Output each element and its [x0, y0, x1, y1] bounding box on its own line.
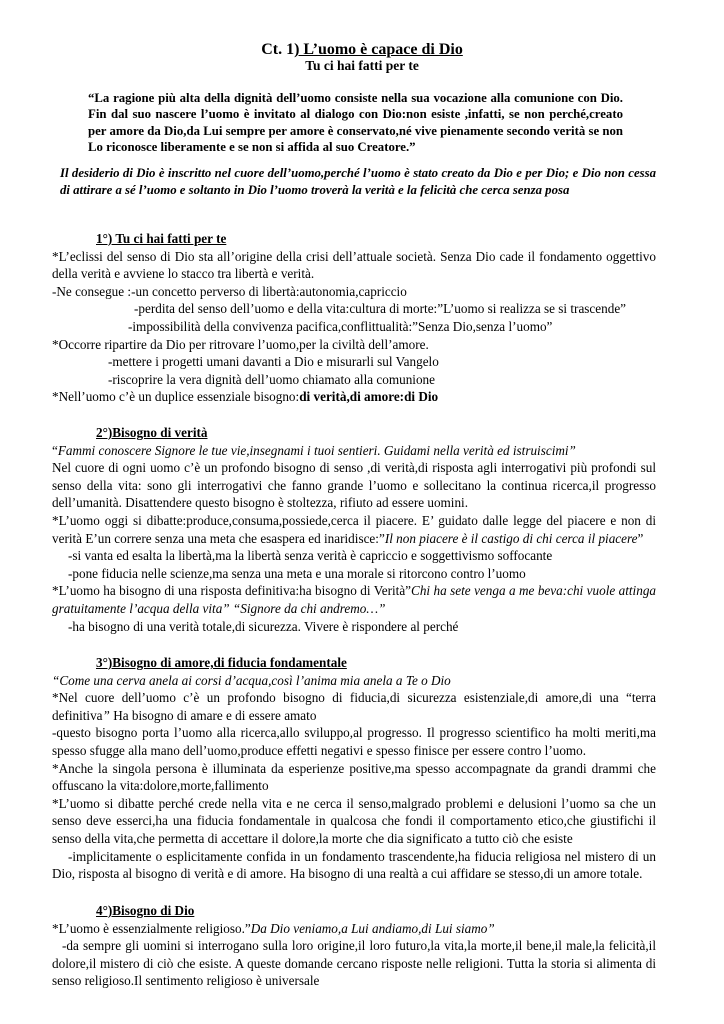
section-2-text: *L’uomo ha bisogno di una risposta definitiva:ha bisogno di Verità”: [52, 583, 412, 599]
section-4-heading: 4°)Bisogno di Dio: [96, 903, 195, 918]
chapter-title-text: ) L’uomo è capace di Dio: [294, 41, 463, 58]
section-3: [52, 654, 656, 883]
section-1-line: -riscoprire la vera dignità dell’uomo chiamato alla comunione: [108, 371, 436, 387]
section-2-line: -si vanta ed esalta la libertà,ma la libertà senza verità è capriccio e soggettivismo soffocante: [68, 548, 553, 564]
section-3-italic: ”: [102, 707, 110, 723]
section-2-text: *L’uomo oggi si dibatte:produce,consuma,possiede,cerca il piacere. E’ guidato dalle legge del piacere e non di verità E’un correre senza una meta che esaspera ed inaridisce:”: [52, 512, 656, 546]
section-2-quote-mark: “: [52, 442, 58, 458]
section-4: [52, 902, 656, 990]
section-1-line: -perdita del senso dell’uomo e della vita:cultura di morte:”L’uomo si realizza se si trascende”: [134, 301, 627, 317]
section-2-text: ”: [637, 530, 644, 546]
intro-paragraph: Il desiderio di Dio è inscritto nel cuore dell’uomo,perché l’uomo è stato creato da Dio e per Dio; e Dio non cessa di attirare a sé l’uomo e soltanto in Dio l’uomo troverà la verità e la felicità che cerca senza posa: [60, 166, 656, 197]
section-1-line: [52, 388, 656, 406]
section-2-quote: [52, 442, 656, 460]
section-4-italic: Da Dio veniamo,a Lui andiamo,di Lui siamo”: [250, 920, 495, 936]
section-2-paragraph: [52, 512, 656, 547]
section-1: [52, 230, 656, 406]
opening-quote: “La ragione più alta della dignità dell’uomo consiste nella sua vocazione alla comunione con Dio. Fin dal suo nascere l’uomo è invitato al dialogo con Dio:non esiste ,infatti, se non perché,creato per amore da Dio,da Lui sempre per amore è conservato,né vive pienamente secondo verità se non Lo riconosce liberamente e se non si affida al suo Creatore.”: [88, 91, 623, 154]
section-3-text: Ha bisogno di amare e di essere amato: [109, 707, 317, 723]
section-3-paragraph: *L’uomo si dibatte perché crede nella vita e ne cerca il senso,malgrado problemi e delusioni l’uomo sa che un senso deve esserci,ha una fiducia fondamentale in qualcosa che fondi il comportamento etico,che giustifichi il senso della vita,che permetta di accettare il dolore,la morte che dia significato a tutto ciò che esiste: [52, 795, 656, 846]
chapter-number: Ct. 1: [261, 41, 295, 58]
section-4-text: *L’uomo è essenzialmente religioso.”: [52, 920, 251, 936]
section-4-paragraph: -da sempre gli uomini si interrogano sulla loro origine,il loro futuro,la vita,la morte,il bene,il male,la felicità,il dolore,il mistero di ciò che esiste. A queste domande cercano risposte nelle religioni. Tutta la storia si alimenta di senso religioso.Il sentimento religioso è universale: [52, 938, 656, 989]
section-1-line: -Ne consegue :-un concetto perverso di libertà:autonomia,capriccio: [52, 283, 407, 299]
section-1-need-text: *Nell’uomo c’è un duplice essenziale bisogno:: [52, 389, 300, 405]
section-3-paragraph: [52, 689, 656, 724]
section-3-paragraph: -implicitamente o esplicitamente confida in un fondamento trascendente,ha fiducia religiosa nel mistero di un Dio, risposta al bisogno di verità e di amore. Ha bisogno di una realtà a cui affidare se stesso,di un amore totale.: [52, 848, 656, 882]
section-1-paragraph: *L’eclissi del senso di Dio sta all’origine della crisi dell’attuale società. Senza Dio cade il fondamento oggettivo della verità e avviene lo stacco tra libertà e verità.: [52, 248, 656, 282]
section-1-line: -impossibilità della convivenza pacifica,conflittualità:”Senza Dio,senza l’uomo”: [128, 318, 553, 334]
section-1-need-bold: di verità,di amore:di Dio: [299, 389, 439, 405]
chapter-subtitle: Tu ci hai fatti per te: [305, 58, 419, 73]
section-1-line: -mettere i progetti umani davanti a Dio e misurarli sul Vangelo: [108, 354, 439, 370]
section-4-line: [52, 920, 656, 938]
section-1-heading: 1°) Tu ci hai fatti per te: [96, 231, 227, 246]
section-2-italic: Chi ha sete venga a me beva:chi vuole attinga gratuitamente l’acqua della vita” “Signore da chi andremo…”: [52, 583, 657, 616]
section-3-heading: 3°)Bisogno di amore,di fiducia fondamentale: [96, 655, 347, 670]
section-2: [52, 424, 656, 635]
section-1-line: *Occorre ripartire da Dio per ritrovare l’uomo,per la civiltà dell’amore.: [52, 336, 429, 352]
section-2-paragraph: Nel cuore di ogni uomo c’è un profondo bisogno di senso ,di verità,di risposta agli interrogativi più profondi sul senso della vita: sono gli interrogativi che fanno grande l’uomo e sollecitano la continua ricerca,il progresso dell’umanità. Disattendere questo bisogno è stoltezza, rifiuto ad essere uomini.: [52, 460, 656, 511]
section-3-quote: “Come una cerva anela ai corsi d’acqua,così l’anima mia anela a Te o Dio: [52, 672, 451, 688]
section-3-paragraph: *Anche la singola persona è illuminata da esperienze positive,ma spesso accompagnate da grandi drammi che offuscano la vita:dolore,morte,fallimento: [52, 760, 656, 794]
section-2-quote-text: Fammi conoscere Signore le tue vie,insegnami i tuoi sentieri. Guidami nella verità ed istruiscimi”: [57, 442, 576, 458]
section-2-line: -ha bisogno di una verità totale,di sicurezza. Vivere è rispondere al perché: [68, 618, 459, 634]
section-2-italic: Il non piacere è il castigo di chi cerca il piacere: [384, 530, 638, 546]
section-2-line: -pone fiducia nelle scienze,ma senza una meta e una morale si ritorcono contro l’uomo: [68, 565, 526, 581]
section-3-paragraph: -questo bisogno porta l’uomo alla ricerca,allo sviluppo,al progresso. Il progresso scientifico ha molti meriti,ma spesso sfugge alla mano dell’uomo,produce effetti negativi e spesso finisce per essere contro l’uomo.: [52, 725, 656, 758]
section-2-heading: 2°)Bisogno di verità: [96, 425, 208, 440]
section-3-text: *Nel cuore dell’uomo c’è un profondo bisogno di fiducia,di sicurezza esistenziale,di amore,di una “terra definitiva: [52, 690, 656, 723]
section-2-paragraph: [52, 582, 656, 617]
